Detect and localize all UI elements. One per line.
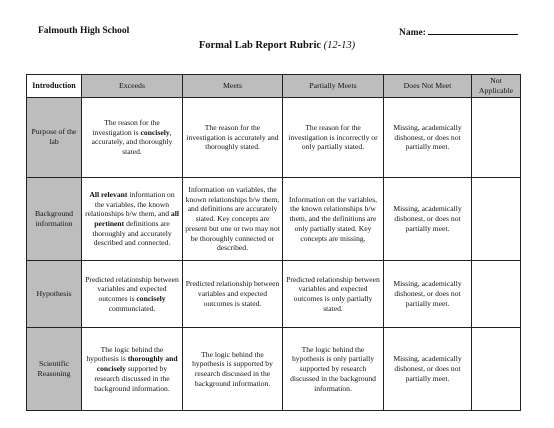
cell-not-applicable[interactable] (472, 97, 521, 177)
cell-not-applicable[interactable] (472, 327, 521, 410)
col-meets: Meets (183, 75, 283, 98)
name-blank-line (428, 26, 518, 35)
table-row (27, 327, 521, 410)
cell-does-not-meet: Missing, academically dishonest, or does not partially meet. (384, 260, 472, 327)
page-title (0, 40, 554, 51)
cell-exceeds: Predicted relationship between variables and expected outcomes is concisely communciated. (82, 260, 183, 327)
title-subtitle: (12-13) (323, 40, 356, 51)
cell-not-applicable[interactable] (472, 177, 521, 260)
cell-exceeds: All relevant information on the variables, the known relationships b/w them, and all pertinent definitions are thoroughly and accurately described and connected. (82, 177, 183, 260)
rubric-table (26, 74, 521, 411)
name-label: Name: (399, 28, 426, 38)
cell-exceeds: The logic behind the hypothesis is thoroughly and concisely supported by research discussed in the background information. (82, 327, 183, 410)
cell-partially-meets: Information on the variables, the known relationships b/w them, and the definitions are only partially stated. Key concepts are missing. (283, 177, 384, 260)
cell-partially-meets: The reason for the investigation is incorrectly or only partially stated. (283, 97, 384, 177)
col-partially-meets: Partially Meets (283, 75, 384, 98)
row-label-purpose: Purpose of the lab (27, 97, 82, 177)
cell-exceeds: The reason for the investigation is concisely, accurately, and thoroughly stated. (82, 97, 183, 177)
cell-meets: Information on variables, the known relationships b/w them, and definitions are accurately stated. Key concepts are present but one or two may not be thoroughly connected or described. (183, 177, 283, 260)
cell-does-not-meet: Missing, academically dishonest, or does not partially meet. (384, 97, 472, 177)
col-exceeds: Exceeds (82, 75, 183, 98)
table-row (27, 97, 521, 177)
row-label-scientific-reasoning: Scientific Reasoning (27, 327, 82, 410)
cell-meets: The reason for the investigation is accurately and thoroughly stated. (183, 97, 283, 177)
cell-not-applicable[interactable] (472, 260, 521, 327)
title-text: Formal Lab Report Rubric (198, 40, 322, 51)
row-label-hypothesis: Hypothesis (27, 260, 82, 327)
cell-partially-meets: Predicted relationship between variables and expected outcomes is only partially stated. (283, 260, 384, 327)
table-row (27, 260, 521, 327)
cell-meets: Predicted relationship between variables and expected outcomes is stated. (183, 260, 283, 327)
cell-meets: The logic behind the hypothesis is supported by research discussed in the background information. (183, 327, 283, 410)
cell-does-not-meet: Missing, academically dishonest, or does not partially meet. (384, 327, 472, 410)
col-does-not-meet: Does Not Meet (384, 75, 472, 98)
row-label-background: Background information (27, 177, 82, 260)
name-field (399, 26, 518, 38)
school-name: Falmouth High School (38, 26, 130, 36)
section-heading: Introduction (27, 75, 82, 98)
cell-does-not-meet: Missing, academically dishonest, or does not partially meet. (384, 177, 472, 260)
cell-partially-meets: The logic behind the hypothesis is only partially supported by research discussed in the background information. (283, 327, 384, 410)
col-not-applicable: Not Applicable (472, 75, 521, 98)
header-row (27, 75, 521, 98)
table-row (27, 177, 521, 260)
